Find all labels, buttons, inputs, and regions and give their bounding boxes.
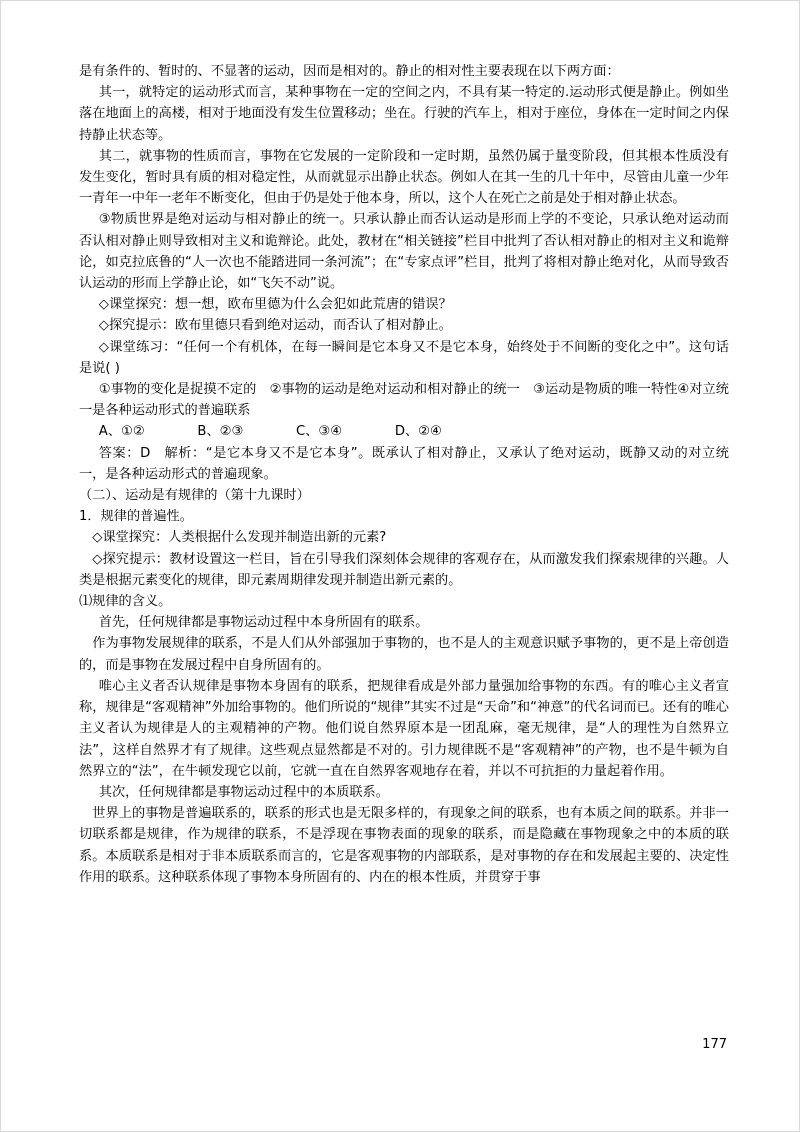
paragraph-answer-analysis: 答案：D 解析：“是它本身又不是它本身”。既承认了相对静止，又承认了绝对运动，既静又动的对立统一，是各种运动形式的普遍现象。 [79,445,729,482]
page-number: 177 [702,1037,727,1052]
section-heading: （二）、运动是有规律的（第十九课时） [79,488,310,504]
paragraph: 其次，任何规律都是事物运动过程中的本质联系。 [98,784,389,800]
paragraph-classroom-exercise: ◇课堂练习：“任何一个有机体，在每一瞬间是它本身又不是它本身，始终处于不间断的变化之中”。这句话是说( ) [79,339,729,376]
paragraph: 首先，任何规律都是事物运动过程中本身所固有的联系。 [98,615,429,631]
paragraph-inquiry-hint: ◇探究提示：教材设置这一栏目，旨在引导我们深刻体会规律的客观存在，从而激发我们探索规律的兴趣。人类是根据元素变化的规律，即元素周期律发现并制造出新元素的。 [79,551,729,588]
list-heading: ⑴规律的含义。 [79,594,172,610]
document-body [79,61,729,888]
paragraph: 唯心主义者否认规律是事物本身固有的联系，把规律看成是外部力量强加给事物的东西。有的唯心主义者宣称，规律是“客观精神”外加给事物的。他们所说的“规律”其实不过是“天命”和“神意”的代名词而已。还有的唯心主义者认为规律是人的主观精神的产物。他们说自然界原本是一团乱麻，毫无规律，是“人的理性为自然界立法”，这样自然界才有了规律。这些观点显然都是不对的。引力规律既不是“客观精神”的产物，也不是牛顿为自然界立的“法”，在牛顿发现它以前，它就一直在自然界客观地存在着，并以不可抗拒的力量起着作用。 [79,678,729,779]
paragraph-exercise-statements: ①事物的变化是捉摸不定的 ②事物的运动是绝对运动和相对静止的统一 ③运动是物质的唯一特性④对立统一是各种运动形式的普遍联系 [79,382,729,419]
paragraph: 其二，就事物的性质而言，事物在它发展的一定阶段和一定时期，虽然仍属于量变阶段，但其根本性质没有发生变化，暂时具有质的相对稳定性，从而就显示出静止状态。例如人在其一生的几十年中，尽管由儿童一少年一青年一中年一老年不断变化，但由于仍是处于他本身，所以，这个人在死亡之前是处于相对静止状态。 [79,148,729,207]
paragraph-classroom-inquiry: ◇课堂探究：人类根据什么发现并制造出新的元素? [92,530,387,546]
paragraph: 其一，就特定的运动形式而言，某种事物在一定的空间之内，不具有某一特定的.运动形式便是静止。例如坐落在地面上的高楼，相对于地面没有发生位置移动；坐在。行驶的汽车上，相对于座位，身体在一定时间之内保持静止状态等。 [79,85,729,143]
subsection-heading: 1．规律的普遍性。 [79,509,193,525]
paragraph: ③物质世界是绝对运动与相对静止的统一。只承认静止而否认运动是形而上学的不变论，只承认绝对运动而否认相对静止则导致相对主义和诡辩论。此处，教材在“相关链接”栏目中批判了否认相对静止的相对主义和诡辩论，如克拉底鲁的“人一次也不能踏进同一条河流”；在“专家点评”栏目，批判了将相对静止绝对化，从而导致否认运动的形而上学静止论，如“飞矢不动”说。 [79,212,729,292]
paragraph: 世界上的事物是普遍联系的，联系的形式也是无限多样的，有现象之间的联系，也有本质之间的联系。并非一切联系都是规律，作为规律的联系，不是浮现在事物表面的现象的联系，而是隐藏在事物现象之中的本质的联系。本质联系是相对于非本质联系而言的，它是客观事物的内部联系，是对事物的存在和发展起主要的、决定性作用的联系。这种联系体现了事物本身所固有的、内在的根本性质，并贯穿于事 [79,806,729,885]
paragraph: 作为事物发展规律的联系，不是人们从外部强加于事物的，也不是人的主观意识赋予事物的，更不是上帝创造的，而是事物在发展过程中自身所固有的。 [79,636,729,673]
paragraph-exercise-options: A、①② B、②③ C、③④ D、②④ [98,424,442,440]
paragraph: 是有条件的、暂时的、不显著的运动，因而是相对的。静止的相对性主要表现在以下两方面： [79,64,620,79]
paragraph-inquiry-hint: ◇探究提示：欧布里德只看到绝对运动，而否认了相对静止。 [98,318,452,334]
paragraph-classroom-inquiry: ◇课堂探究：想一想，欧布里德为什么会犯如此荒唐的错误？ [98,297,452,313]
